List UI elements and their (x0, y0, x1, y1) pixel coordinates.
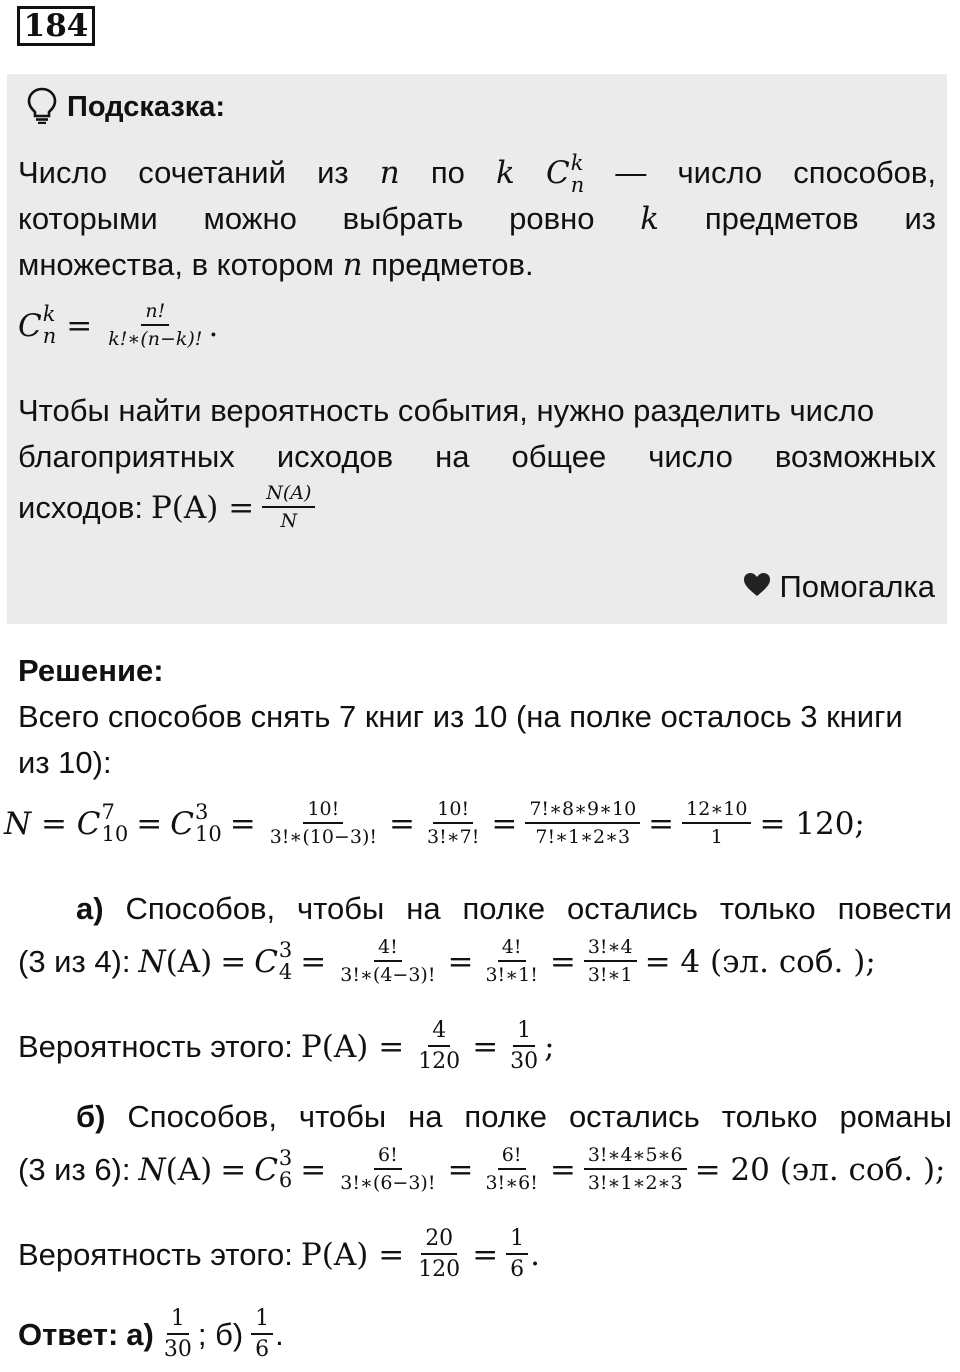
math-n: n (379, 155, 400, 192)
word: исходов (276, 439, 394, 474)
solution-intro-1: Всего способов снять 7 книг из 10 (на полке осталось 3 книги (18, 699, 903, 734)
word: общее (511, 439, 607, 474)
lightbulb-icon (25, 86, 59, 129)
word: Число (18, 155, 108, 191)
equation-total: N = C 7 10 = C 3 10 = $\frac{10!}{3!∗(10-3)!}$ = $\frac{10!}{3!∗7!}$ = $\frac{7!∗8∗9∗10}{7!∗1∗2∗3}$ = $\frac{12∗10}{1}$ = 120; (4, 798, 865, 848)
word: ровно (509, 201, 595, 236)
part-b-equation: (3 из 6): N (A) = C 3 6 = $\frac{6!}{3!∗(6-3)!}$ = $\frac{6!}{3!∗6!}$ = $\frac{3!∗4∗5∗6}{3!∗1∗2∗3}$ = 20 (эл. соб. ); (18, 1144, 946, 1194)
word: число (648, 439, 733, 474)
part-b-probability: Вероятность этого: P(A) = $\frac{20}{120}$ = $\frac{1}{6}$ . (18, 1226, 541, 1282)
word: по (430, 155, 465, 191)
word: на (435, 439, 470, 474)
math-k: k (496, 155, 515, 192)
credit (743, 564, 935, 610)
credit-label: Помогалка (779, 569, 935, 604)
word: можно (203, 201, 297, 236)
probability-formula: исходов: P(A) = $\frac{N(A)}{N}$ (18, 484, 317, 531)
word: сочетаний (138, 155, 286, 191)
part-a-label: а) (76, 891, 104, 926)
hint-line-2 (18, 196, 936, 242)
word: способов, (793, 155, 936, 191)
hint-box (7, 74, 947, 624)
hint-line-5 (18, 434, 936, 480)
word: число (677, 155, 763, 191)
word: выбрать (342, 201, 464, 236)
word: которыми (18, 201, 158, 236)
word: предметов (704, 201, 859, 236)
hint-line-1 (18, 150, 936, 196)
part-a-line-1: а) Способов, чтобы на полке остались только повести (18, 886, 952, 932)
text: множества, в котором (18, 247, 335, 282)
combination-formula: C k n = $\frac{n!}{k!∗(n-k)!}$ . (18, 300, 219, 350)
answer-label: Ответ: (18, 1316, 119, 1352)
heart-icon (743, 572, 771, 603)
problem-number: 184 (17, 6, 95, 46)
part-b-line-1: б) Способов, чтобы на полке остались только романы (18, 1094, 952, 1140)
hint-line-4: Чтобы найти вероятность события, нужно разделить число (18, 393, 875, 428)
hint-title: Подсказка: (67, 90, 226, 123)
answer: Ответ: а) $\frac{1}{30}$ ; б) $\frac{1}{6}$ . (18, 1306, 284, 1362)
formula-fraction: $\frac{n!}{k!∗(n-k)!}$ (108, 300, 203, 350)
text: предметов. (371, 247, 534, 282)
hint-line-3 (18, 242, 534, 288)
math-k: k (640, 201, 660, 237)
solution-heading: Решение: (18, 653, 164, 688)
word: возможных (774, 439, 936, 474)
part-a-equation: (3 из 4): N (A) = C 3 4 = $\frac{4!}{3!∗(4-3)!}$ = $\frac{4!}{3!∗1!}$ = $\frac{3!∗4}{3!∗1}$ = 4 (эл. соб. ); (18, 936, 876, 986)
part-b-label: б) (76, 1099, 106, 1134)
part-a-probability: Вероятность этого: P(A) = $\frac{4}{120}$ = $\frac{1}{30}$ ; (18, 1018, 555, 1074)
hint-header (25, 82, 225, 132)
combination-symbol: C k n (545, 151, 585, 197)
solution-intro-2: из 10): (18, 745, 112, 780)
dash: — (615, 155, 647, 191)
word: из (904, 201, 936, 236)
word: благоприятных (18, 439, 235, 474)
math-n: n (342, 247, 363, 283)
word: из (317, 155, 349, 191)
